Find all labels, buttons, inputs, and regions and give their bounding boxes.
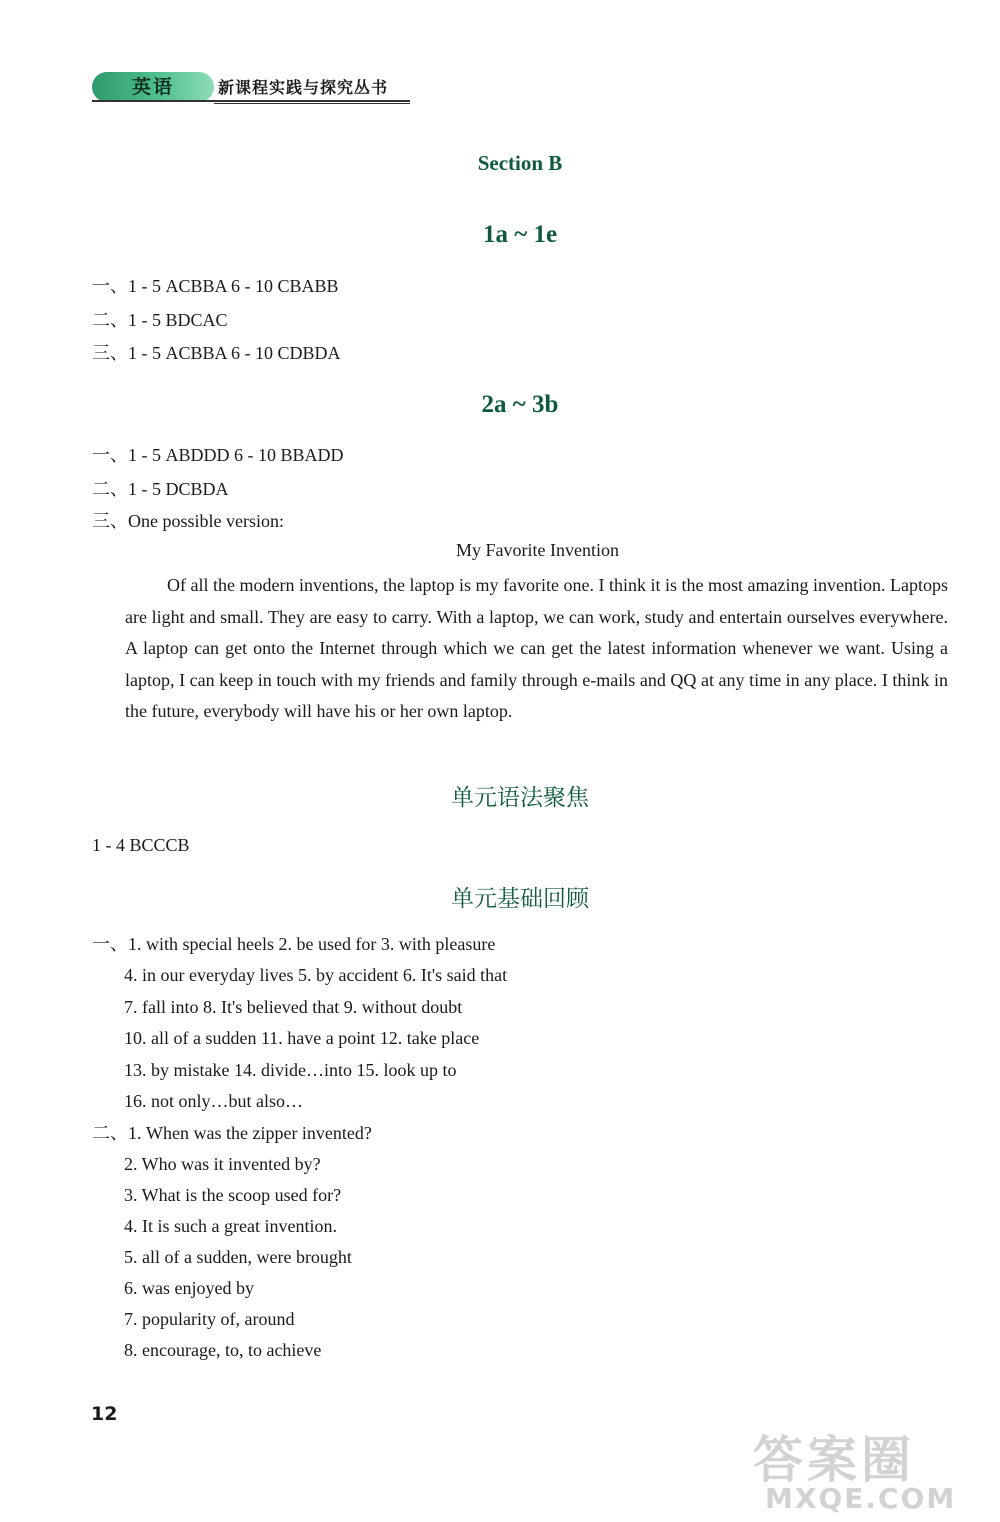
answer-line: 7. popularity of, around: [124, 1309, 295, 1329]
watermark-url: MXQE.COM: [765, 1482, 957, 1515]
answer-line: 二、1. When was the zipper invented?: [92, 1123, 372, 1143]
answer-line: 二、1 - 5 BDCAC: [92, 310, 228, 330]
heading-1a-1e: 1a ~ 1e: [482, 221, 558, 248]
book-header: [92, 72, 412, 104]
answer-line: 二、1 - 5 DCBDA: [92, 479, 229, 499]
answer-line: 一、1 - 5 ABDDD 6 - 10 BBADD: [92, 445, 344, 465]
answer-line: 三、1 - 5 ACBBA 6 - 10 CDBDA: [92, 343, 341, 363]
essay-title: My Favorite Invention: [456, 540, 619, 560]
answer-line: 6. was enjoyed by: [124, 1278, 254, 1298]
answer-line: 三、One possible version:: [92, 511, 284, 531]
answer-line: 13. by mistake 14. divide…into 15. look up to: [124, 1060, 457, 1080]
section-title: Section B: [477, 151, 563, 175]
answer-line: 4. in our everyday lives 5. by accident 6. It's said that: [124, 965, 508, 985]
subject-badge: 英语: [92, 72, 214, 102]
grammar-heading: 单元语法聚焦: [451, 785, 589, 811]
review-heading: 单元基础回顾: [451, 886, 589, 912]
page-number: 12: [91, 1403, 118, 1425]
answer-line: 16. not only…but also…: [124, 1091, 303, 1111]
answer-line: 1 - 4 BCCCB: [92, 835, 190, 855]
heading-2a-3b: 2a ~ 3b: [481, 391, 559, 418]
answer-line: 8. encourage, to, to achieve: [124, 1340, 322, 1360]
answer-line: 5. all of a sudden, were brought: [124, 1247, 352, 1267]
header-rule: [92, 100, 410, 102]
watermark-logo: [745, 1420, 995, 1518]
answer-line: 2. Who was it invented by?: [124, 1154, 321, 1174]
answer-line: 4. It is such a great invention.: [124, 1216, 337, 1236]
series-title: 新课程实践与探究丛书: [218, 78, 389, 97]
answer-line: 一、1 - 5 ACBBA 6 - 10 CBABB: [92, 276, 339, 296]
header-rule-thin: [214, 103, 410, 104]
answer-line: 3. What is the scoop used for?: [124, 1185, 342, 1205]
answer-line: 7. fall into 8. It's believed that 9. without doubt: [124, 997, 463, 1017]
essay-paragraph: Of all the modern inventions, the laptop is my favorite one. I think it is the most amazing invention. Laptops are light and small. They are easy to carry. With a laptop, we can work, study and entertain ourselves everywhere. A laptop can get onto the Internet through which we can get the latest information whenever we want. Using a laptop, I can keep in touch with my friends and family through e-mails and QQ at any time in any place. I think in the future, everybody will have his or her own laptop.: [125, 575, 948, 722]
answer-line: 一、1. with special heels 2. be used for 3. with pleasure: [92, 934, 496, 954]
watermark-text: 答案圈: [753, 1431, 915, 1489]
answer-line: 10. all of a sudden 11. have a point 12. take place: [124, 1028, 480, 1048]
